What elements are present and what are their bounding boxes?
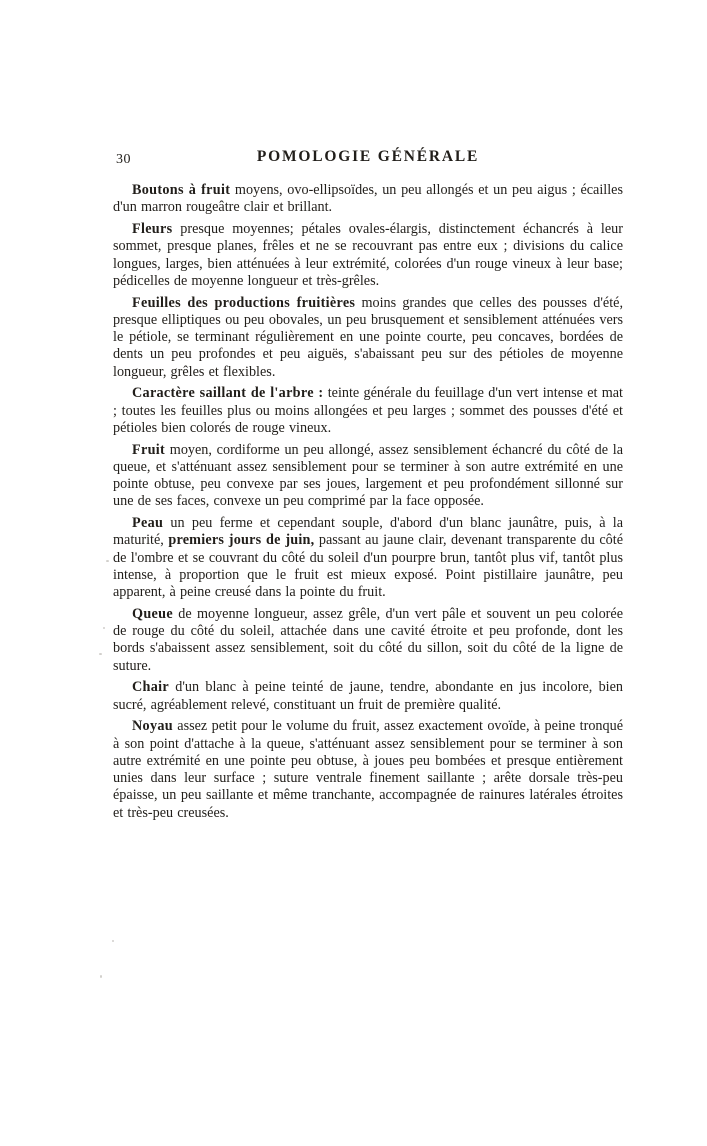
scan-speck xyxy=(99,653,102,655)
paragraph-text: d'un blanc à peine teinté de jaune, tendre, abondante en jus incolore, bien sucré, agréablement relevé, constituant un fruit de première qualité. xyxy=(113,679,623,713)
page-number: 30 xyxy=(116,152,131,167)
paragraph-noyau xyxy=(113,718,623,822)
running-title: POMOLOGIE GÉNÉRALE xyxy=(256,148,480,165)
paragraph-bold-phrase: premiers jours de juin, xyxy=(168,532,315,549)
paragraph-feuilles-des-productions-fruitieres xyxy=(113,295,623,381)
paragraph-caractere-saillant-de-l-arbre xyxy=(113,385,623,437)
scan-speck xyxy=(100,975,102,978)
paragraph-lead: Boutons à fruit xyxy=(132,182,231,198)
paragraph-lead: Feuilles des productions fruitières xyxy=(132,294,356,311)
scan-speck xyxy=(103,627,105,629)
paragraph-fruit xyxy=(113,442,623,511)
paragraph-text: presque moyennes; pétales ovales-élargis, distinctement échancrés à leur sommet, presque planes, frêles et ne se recouvrant pas entre eux ; divisions du calice longues, larges, bien atténuées à leur extrémité, colorées d'un rouge vineux à leur base; pédicelles de moyenne longueur et très-grêles. xyxy=(113,221,623,289)
paragraph-text: de moyenne longueur, assez grêle, d'un vert pâle et souvent un peu colorée de rouge du côté du soleil, attachée dans une cavité étroite et peu profonde, dont les bords s'abaissent assez sensiblement, soit du côté du sillon, soit du côté de la ligne de suture. xyxy=(113,605,623,674)
paragraph-chair xyxy=(113,679,623,714)
paragraph-fleurs xyxy=(113,221,623,290)
paragraph-queue xyxy=(113,606,623,675)
paragraph-text: moyens, ovo-ellipsoïdes, un peu allongés et un peu aigus ; écailles d'un marron rougeâtre clair et brillant. xyxy=(113,182,623,216)
paragraph-boutons-a-fruit xyxy=(113,182,623,217)
paragraph-lead: Peau xyxy=(132,515,164,531)
paragraph-text: moins grandes que celles des pousses d'été, presque elliptiques ou peu obovales, un peu brusquement et sensiblement atténuées vers le pétiole, se terminant régulièrement en une pointe courte, peu concaves, bordées de dents un peu profondes et peu aiguës, s'abaissant peu sur des pétioles de moyenne longueur, grêles et flexibles. xyxy=(113,294,623,380)
page-header xyxy=(113,148,623,170)
paragraph-lead: Fruit xyxy=(132,441,166,458)
scan-speck xyxy=(112,940,114,942)
paragraph-lead: Noyau xyxy=(132,718,173,735)
paragraph-peau xyxy=(113,515,623,601)
paragraph-text: assez petit pour le volume du fruit, assez exactement ovoïde, à peine tronqué à son point d'attache à la queue, s'atténuant assez sensiblement pour se terminer à son autre extrémité en une pointe peu obtuse, à joues peu bombées et presque entièrement unies dans leur surface ; suture ventrale finement saillante ; arête dorsale très-peu épaisse, un peu saillante et même tranchante, accompagnée de rainures latérales étroites et très-peu creusées. xyxy=(113,718,623,821)
paragraph-lead: Chair xyxy=(132,679,169,696)
paragraph-text: moyen, cordiforme un peu allongé, assez sensiblement échancré du côté de la queue, et s'atténuant assez sensiblement pour se terminer à son autre extrémité en une pointe obtuse, peu convexe par ses joues, largement et peu profondément sillonné sur une de ses faces, convexe un peu comprimé par la face opposée. xyxy=(113,441,623,510)
paragraph-lead: Fleurs xyxy=(132,221,173,237)
scan-speck xyxy=(106,560,109,562)
paragraph-lead: Caractère saillant de l'arbre : xyxy=(132,385,324,402)
paragraph-text: passant au jaune clair, devenant transparente du côté de l'ombre et se couvrant du côté du soleil d'un pourpre brun, tantôt plus vif, tantôt plus intense, à proportion que le fruit est mieux exposé. Point pistillaire jaunâtre, peu apparent, à peine creusé dans la pointe du fruit. xyxy=(113,532,623,600)
text-block xyxy=(113,182,623,826)
paragraph-text: un peu ferme et cependant souple, d'abord d'un blanc jaunâtre, puis, à la maturité, xyxy=(113,515,623,549)
paragraph-text: teinte générale du feuillage d'un vert intense et mat ; toutes les feuilles plus ou moins allongées et peu larges ; sommet des pousses d'été et pétioles bien colorés de rouge vineux. xyxy=(113,385,623,436)
paragraph-lead: Queue xyxy=(132,605,173,622)
